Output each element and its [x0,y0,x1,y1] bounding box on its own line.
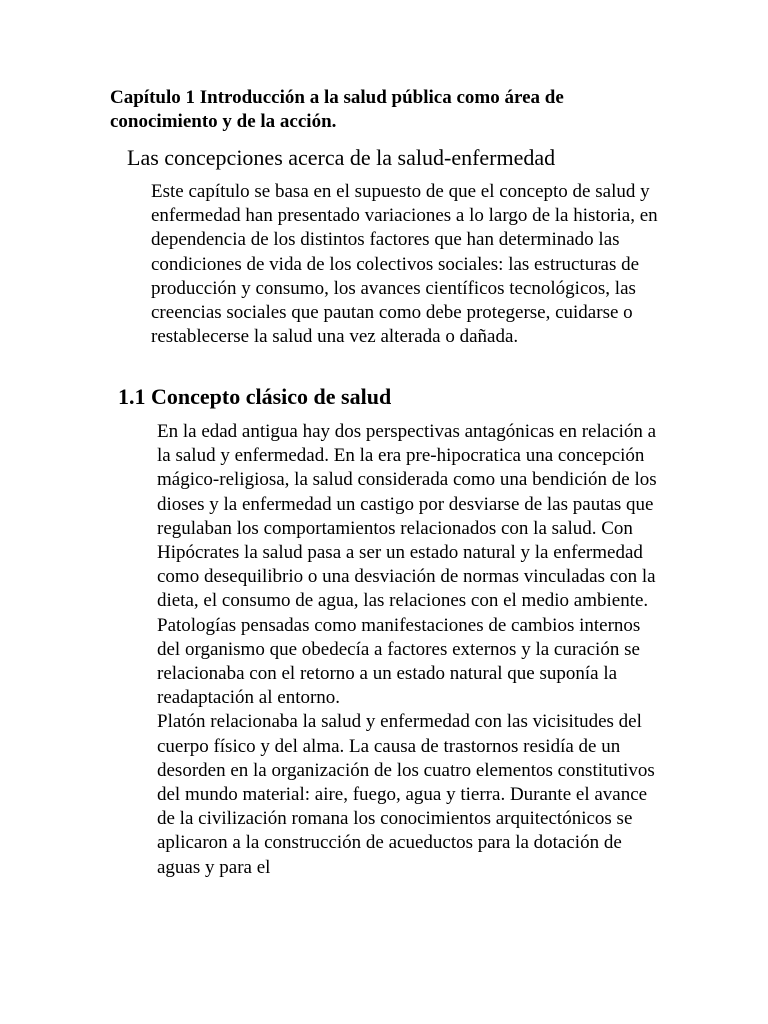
section-heading-concepto-clasico: 1.1 Concepto clásico de salud [118,384,392,409]
paragraph-platon: Platón relacionaba la salud y enfermedad con las vicisitudes del cuerpo físico y del alma. La causa de trastornos residía de un desorden en la organización de los cuatro elementos constitutivos del mundo material: aire, fuego, agua y tierra. Durante el avance de la civilización romana los conocimientos arquitectónicos se aplicaron a la construcción de acueductos para la dotación de aguas y para el [157,711,655,878]
section-heading-concepciones: Las concepciones acerca de la salud-enfermedad [127,145,556,170]
chapter-title: Capítulo 1 Introducción a la salud pública como área de conocimiento y de la acción. [110,87,564,132]
section-body [157,420,667,880]
paragraph-edad-antigua: En la edad antigua hay dos perspectivas antagónicas en relación a la salud y enfermedad. En la era pre-hipocratica una concepción mágico-religiosa, la salud considerada como una bendición de los dioses y la enfermedad un castigo por desviarse de las pautas que regulaban los comportamientos relacionados con la salud. Con Hipócrates la salud pasa a ser un estado natural y la enfermedad como desequilibrio o una desviación de normas vinculadas con la dieta, el consumo de agua, las relaciones con el medio ambiente. Patologías pensadas como manifestaciones de cambios internos del organismo que obedecía a factores externos y la curación se relacionaba con el retorno a un estado natural que suponía la readaptación al entorno. [157,421,657,709]
intro-paragraph: Este capítulo se basa en el supuesto de que el concepto de salud y enfermedad han presentado variaciones a lo largo de la historia, en dependencia de los distintos factores que han determinado las condiciones de vida de los colectivos sociales: las estructuras de producción y consumo, los avances científicos tecnológicos, las creencias sociales que pautan como debe protegerse, cuidarse o restablecerse la salud una vez alterada o dañada. [151,181,658,348]
